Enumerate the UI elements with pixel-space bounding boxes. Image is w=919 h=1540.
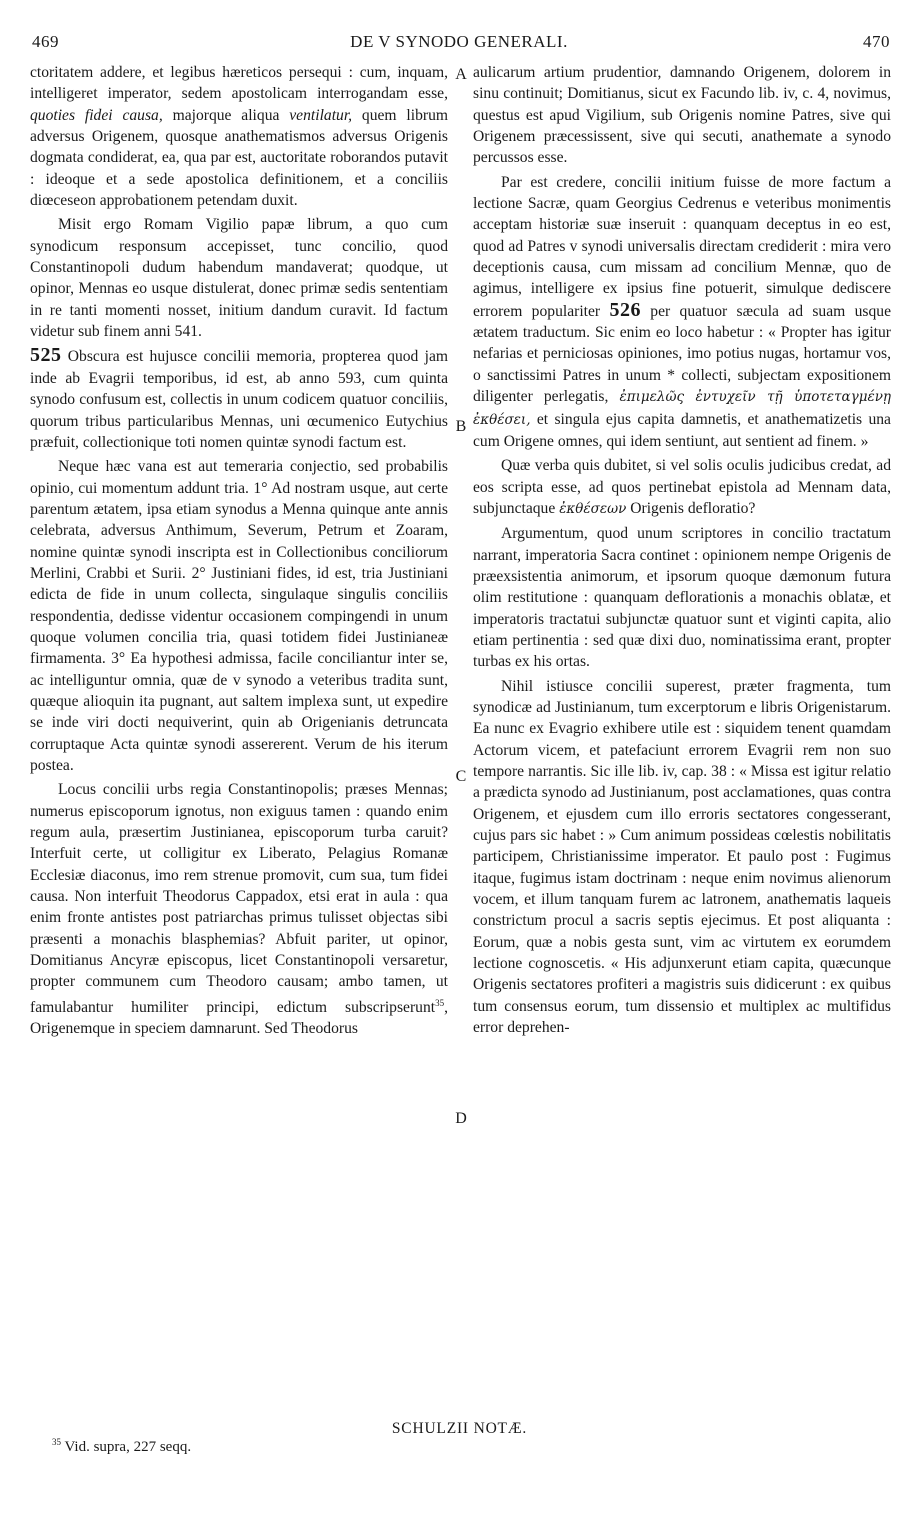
- paragraph: Locus concilii urbs regia Constantinopolis; præses Mennas; numerus episcoporum ignotus, non exiguus tamen : quando enim regum aula, præsertim Justinianea, episcoporum turba caruit? Interfuit certe, ut colligitur ex Liberato, Pelagius Romanæ Ecclesiæ diaconus, imo rem strenue promovit, cum sua, tum fidei causa. Non interfuit Theodorus Cappadox, etsi erat in aula : qua enim fronte antistes post patriarchas primus tulisset objectas sibi præsenti a monachis blasphemias? Abfuit pariter, ut opinor, Domitianus Ancyræ episcopus, licet Constantinopoli versaretur, propter communem cum Theodoro causam; ambo tamen, ut famulabantur humiliter principi, edictum subscripserunt$^{35}$, Origenemque in speciem damnarunt. Sed Theodorus: [30, 781, 448, 1038]
- right-column: [473, 62, 891, 1038]
- paragraph: Quæ verba quis dubitet, si vel solis oculis judicibus credat, ad eos scripta esse, ad quos pertinebat epistola ad Mennam data, subjunctaque ἐκθέσεων Origenis defloratio?: [473, 457, 891, 517]
- paragraph: ctoritatem addere, et legibus hæreticos persequi : cum, inquam, intelligeret imperator, sedem apostolicam interrogandam esse, quoties fidei causa, majorque aliqua ventilatur, quem librum adversus Origenem, quosque anathematismos adversus Origenis dogmata condiderat, ea, qua par est, auctoritate roborandos putavit : ideoque et a sede apostolica definitionem, et a conciliis diœceseon approbationem petendam duxit.: [30, 64, 448, 210]
- margin-letter-a: A: [455, 66, 467, 83]
- section-number-526: 526: [609, 298, 641, 321]
- paragraph: Nihil istiusce concilii superest, præter fragmenta, tum synodicæ ad Justinianum, tum excerptorum e libris Origenistarum. Ea nunc ex Evagrio exhibere utile est : siquidem tenent quamdam Actorum vicem, et patefaciunt errorem Evagrii rem non suo tempore narrantis. Sic ille lib. iv, cap. 38 : « Missa est igitur relatio a prædicta synodo ad Justinianum, post acclamationes, quas contra Origenem, et ejusdem cum illo erroris sectatores congesserant, cujus pars sic habet : » Cum animum possideas cœlestis nobilitatis participem, Christianissime imperator. Et paulo post : Fugimus itaque, fugimus istam doctrinam : neque enim novimus alienorum vocem, et illum tanquam furem ac latronem, anathematis laqueis constrictum procul a sacris septis ejecimus. Et post aliquanta : Eorum, quæ a nobis gesta sunt, vim ac virtutem ex eorumdem lectione cognoscetis. « His adjunxerunt etiam capita, quæcunque Origenis sectatores profiteri a magistris suis didicerunt : ex quibus tum consensus eorum, tum dissensio et multiplex ac multifidus error deprehen-: [473, 677, 891, 1037]
- page-number-right: 470: [863, 32, 890, 51]
- footnote: [52, 1437, 191, 1456]
- margin-letter-d: D: [455, 1110, 467, 1127]
- margin-letter-b: B: [455, 418, 467, 435]
- page-header: [28, 32, 890, 58]
- paragraph: Par est credere, concilii initium fuisse de more factum a lectione Sacræ, quam Georgius Cedrenus e veteribus monimentis acceptam historiæ suæ inseruit : quanquam deceptus in eo est, quod ad Patres v synodi universalis directam crediderit : mira vero deceptionis causa, cum missam ad concilium Mennæ, quo de agimus, intelligere ex ipsius fine potuerit, simulque dediscere errorem populariter 526 per quatuor sæcula ad suam usque ætatem traductum. Sic enim eo loco habetur : « Propter has igitur nefarias et perniciosas opiniones, imo potius nugas, hortamur vos, o sanctissimi Patres in unum * collecti, subjectam expositionem diligenter perlegatis, ἐπιμελῶς ἐντυχεῖν τῇ ὑποτεταγμένῃ ἐκθέσει, et singula ejus capita damnetis, et anathematizetis una cum Origene omnes, qui idem sentiunt, aut sentient ad finem. »: [473, 173, 892, 450]
- margin-letter-c: C: [455, 768, 467, 785]
- section-number-525: 525: [30, 344, 62, 367]
- left-column: [30, 62, 448, 1040]
- running-title: DE V SYNODO GENERALI.: [350, 32, 568, 51]
- footnote-marker: 35: [52, 1437, 61, 1447]
- paragraph: Neque hæc vana est aut temeraria conjectio, sed probabilis opinio, cui momentum addunt tria. 1° Ad nostram usque, aut certe parentum ætatem, ipsa etiam synodus a Menna quinque ante annis celebrata, adversus Anthimum, Severum, Petrum et Zoaram, nomine quintæ synodi inscripta est in Collectionibus conciliorum Merlini, Crabbi et Surii. 2° Justiniani fides, id est, tria Justiniani edicta de fide in unum collecta, singulaque singulis conciliis respondentia, dedisse videntur occasionem compingendi in unum quoque volumen concilia tria, quasi totidem fidei Justinianeæ firmamenta. 3° Ea hypothesi admissa, facile conciliantur inter se, ac intelliguntur omnia, quæ de v synodo a veteribus tradita sunt, quæque alioquin ita pugnant, aut saltem implexa sunt, ut expedire se inde viri docti nequiverint, quin ab Origenianis detruncata corruptaque Acta quintæ synodi assererent. Verum de his iterum postea.: [30, 458, 448, 774]
- page-number-left: 469: [32, 32, 59, 51]
- paragraph: 525 Obscura est hujusce concilii memoria, propterea quod jam inde ab Evagrii temporibus, id est, ab anno 593, cum quinta synodo confusum est, collectis in unum codicem quatuor conciliis, quorum tribus particularibus Mennas, uni œcumenico Eutychius præfuit, collectionique toti nomen quintæ synodi factum est.: [30, 344, 448, 451]
- footnote-text: Vid. supra, 227 seqq.: [64, 1439, 192, 1455]
- paragraph: Argumentum, quod unum scriptores in concilio tractatum narrant, imperatoria Sacra continet : opinionem nempe Origenis de præexsistentia animorum, et ipsorum quoque dæmonum futura olim restitutione : quanquam deflorationis a monachis oblatæ, et imperatoris tractatui subjunctæ quatuor sunt et viginti capita, alio etiam pertinentia : sed quæ dixi duo, nominatissima erant, propter turbas ex his ortas.: [473, 525, 891, 671]
- paragraph: Misit ergo Romam Vigilio papæ librum, a quo cum synodicum responsum accepisset, tunc concilio, quod Constantinopoli dudum habendum mandaverat; quodque, ut opinor, Mennas eo usque distulerat, donec primæ sedis sententiam in re tanti momenti nosset, initium dandum curavit. Id factum videtur sub finem anni 541.: [30, 216, 448, 341]
- footnote-ref: 35: [435, 997, 445, 1008]
- paragraph: aulicarum artium prudentior, damnando Origenem, dolorem in sinu continuit; Domitianus, sicut ex Facundo lib. iv, c. 4, novimus, questus est apud Vigilium, sub Origenis nomine Patres, sive qui Origenem præcessissent, sive qui secuti, anathemate a synodo percussos esse.: [473, 64, 891, 167]
- notes-title: SCHULZII NOTÆ.: [391, 1420, 528, 1437]
